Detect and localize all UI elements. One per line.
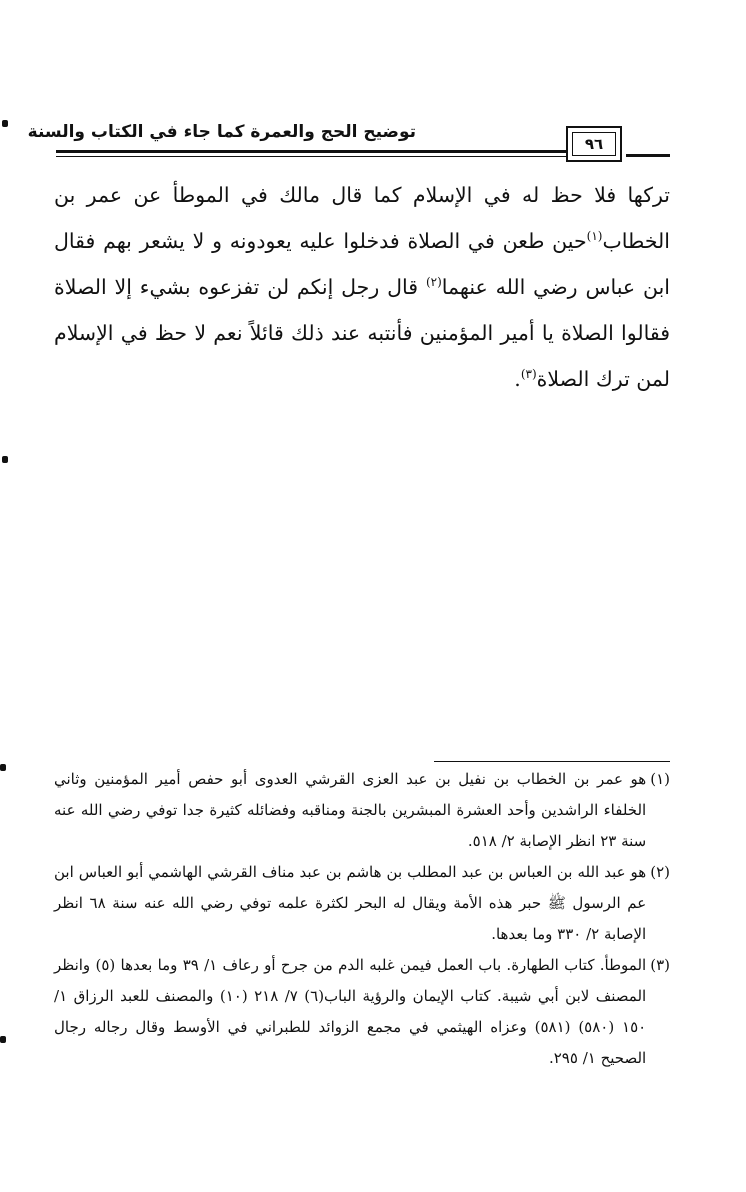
body-text-end: . (514, 367, 521, 391)
footnote-number: (٢) (650, 863, 670, 881)
footnote-text: هو عبد الله بن العباس بن عبد المطلب بن هاشم بن عبد مناف القرشي الهاشمي أبو العباس ابن عم الرسول ﷺ حبر هذه الأمة ويقال له البحر لكثرة علمه توفي رضي الله عنه سنة ٦٨ انظر الإصابة ٢/ ٣٣٠ وما بعدها. (54, 863, 647, 943)
body-text-segment-1: تركها فلا حظ له في الإسلام كما قال مالك في الموطأ عن عمر بن الخطاب (54, 183, 670, 253)
footnote-item (54, 764, 670, 857)
footnote-marker-1[interactable]: (١) (586, 229, 603, 244)
header-rule (56, 150, 566, 153)
page-number: ٩٦ (572, 132, 616, 156)
footnote-item (54, 857, 670, 950)
footnote-text: هو عمر بن الخطاب بن نفيل بن عبد العزى القرشي العدوى أبو حفص أمير المؤمنين وثاني الخلفاء الراشدين وأحد العشرة المبشرين بالجنة ومناقبه وفضائله كثيرة جدا توفي رضي الله عنه سنة ٢٣ انظر الإصابة ٢/ ٥١٨. (54, 770, 647, 850)
footnote-number: (١) (650, 770, 670, 788)
scan-speck (2, 120, 8, 127)
footnote-item (54, 950, 670, 1074)
body-text-segment-3: قال رجل إنكم لن تفزعوه بشيء إلا الصلاة فقالوا الصلاة يا أمير المؤمنين فأنتبه عند ذلك قائلاً نعم لا حظ في الإسلام لمن ترك الصلاة (54, 275, 670, 391)
footnote-text: الموطأ. كتاب الطهارة. باب العمل فيمن غلبه الدم من جرح أو رعاف ١/ ٣٩ وما بعدها (٥) وانظر المصنف لابن أبي شيبة. كتاب الإيمان والرؤية الباب(٦) ٧/ ٢١٨ (١٠) والمصنف للعبد الرزاق ١/ ١٥٠ (٥٨٠) (٥٨١) وعزاه الهيثمي في مجمع الزوائد للطبراني في الأوسط وقال رجاله رجال الصحيح ١/ ٢٩٥. (54, 956, 647, 1067)
scan-speck (0, 764, 6, 771)
header-rule-right (626, 154, 670, 157)
running-header-title: توضيح الحج والعمرة كما جاء في الكتاب والسنة (27, 122, 416, 142)
footnotes (54, 764, 670, 1074)
footnote-number: (٣) (650, 956, 670, 974)
body-text-segment-2: حين طعن في الصلاة فدخلوا عليه يعودونه و لا يشعر بهم فقال ابن عباس رضي الله عنهما (54, 229, 670, 299)
body-paragraph (54, 172, 670, 402)
footnote-separator (434, 761, 670, 762)
scan-speck (2, 456, 8, 463)
body-text (54, 172, 670, 402)
page-number-box (566, 126, 622, 162)
footnote-marker-2[interactable]: (٢) (425, 275, 442, 290)
scan-speck (0, 1036, 6, 1043)
header-rule-thin (56, 156, 566, 157)
footnote-marker-3[interactable]: (٣) (520, 367, 537, 382)
